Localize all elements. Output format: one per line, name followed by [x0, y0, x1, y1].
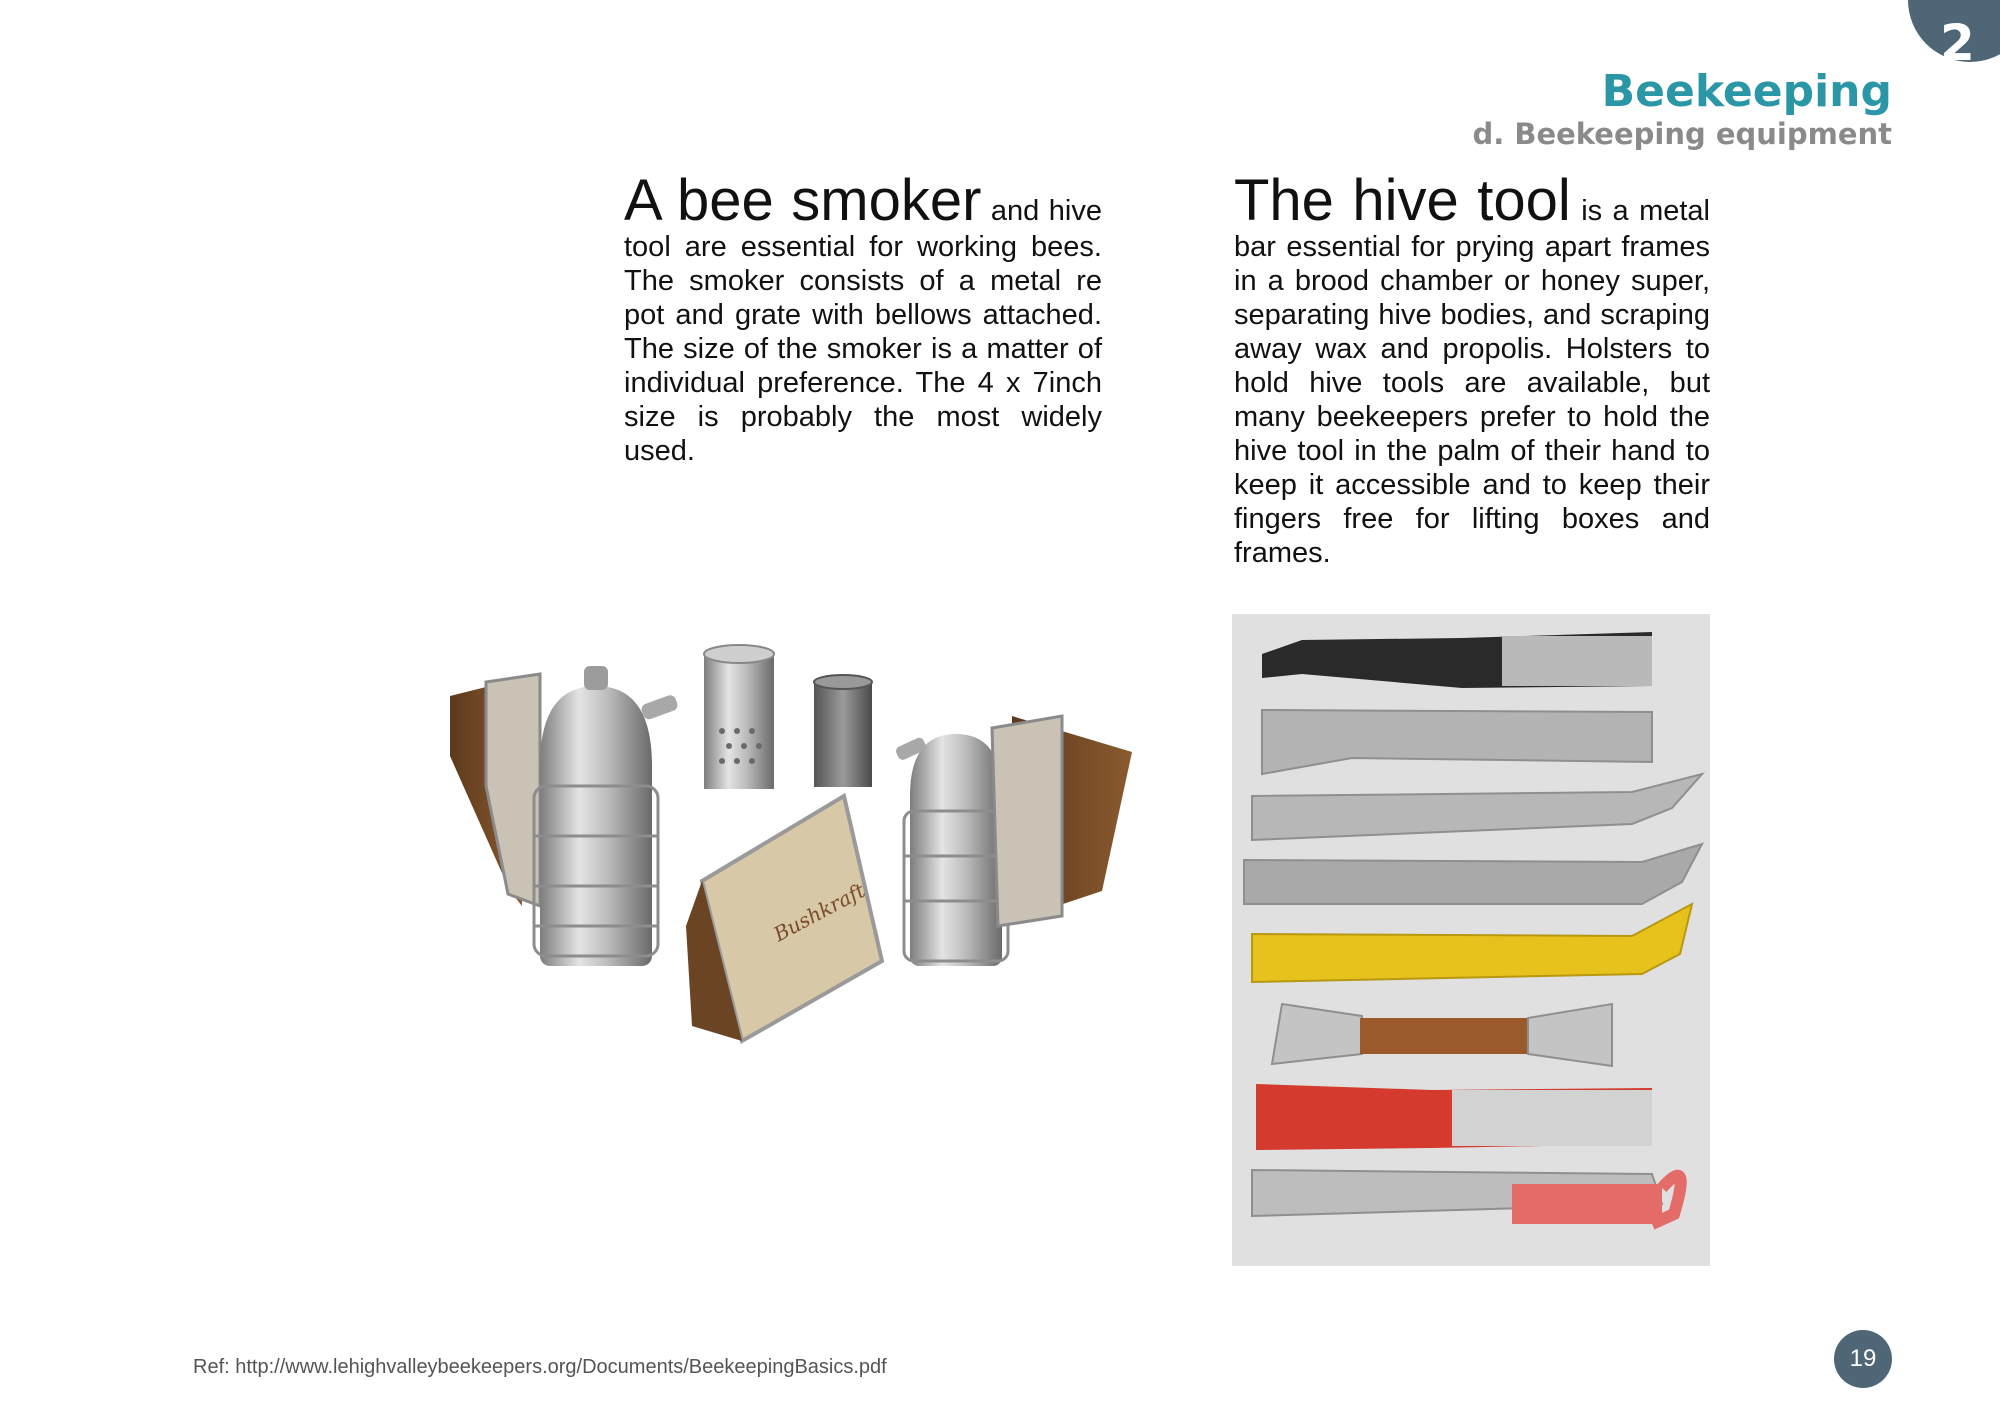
page-number: 19 — [1849, 1345, 1877, 1372]
bee-smoker-image — [442, 636, 1132, 1046]
tall-canister — [704, 654, 774, 789]
smoker-brand: Bushkraft — [769, 878, 869, 947]
hive-tool-6 — [1272, 1004, 1362, 1064]
chapter-number: 2 — [1940, 14, 1975, 72]
page-title: Beekeeping — [1601, 66, 1892, 117]
short-canister — [814, 682, 872, 787]
reference-link: Ref: http://www.lehighvalleybeekeepers.org/Documents/BeekeepingBasics.pdf — [193, 1356, 887, 1378]
smoker-text: and hive tool are essential for working bees. The smoker consists of a metal re pot and grate with bellows attached. The size of the smoker is a matter of individual preference. The 4 x 7inch size is probably the most widely used. — [624, 195, 1102, 467]
hive-tools-image — [1232, 614, 1710, 1266]
right-smoker-body — [910, 786, 1002, 966]
hive-tool-lead: The hive tool — [1234, 168, 1571, 233]
hive-tool-text: is a metal bar essential for prying apart frames in a brood chamber or honey super, separating hive bodies, and scraping away wax and propolis. Holsters to hold hive tools are available, but many beekeepers prefer to hold the hive tool in the palm of their hand to keep it accessible and to keep their fingers free for lifting boxes and frames. — [1234, 195, 1710, 569]
hive-tool-paragraph — [1234, 168, 1710, 570]
smoker-paragraph — [624, 168, 1102, 468]
smoker-lead: A bee smoker — [624, 168, 982, 233]
page-subtitle: d. Beekeeping equipment — [1472, 117, 1892, 151]
